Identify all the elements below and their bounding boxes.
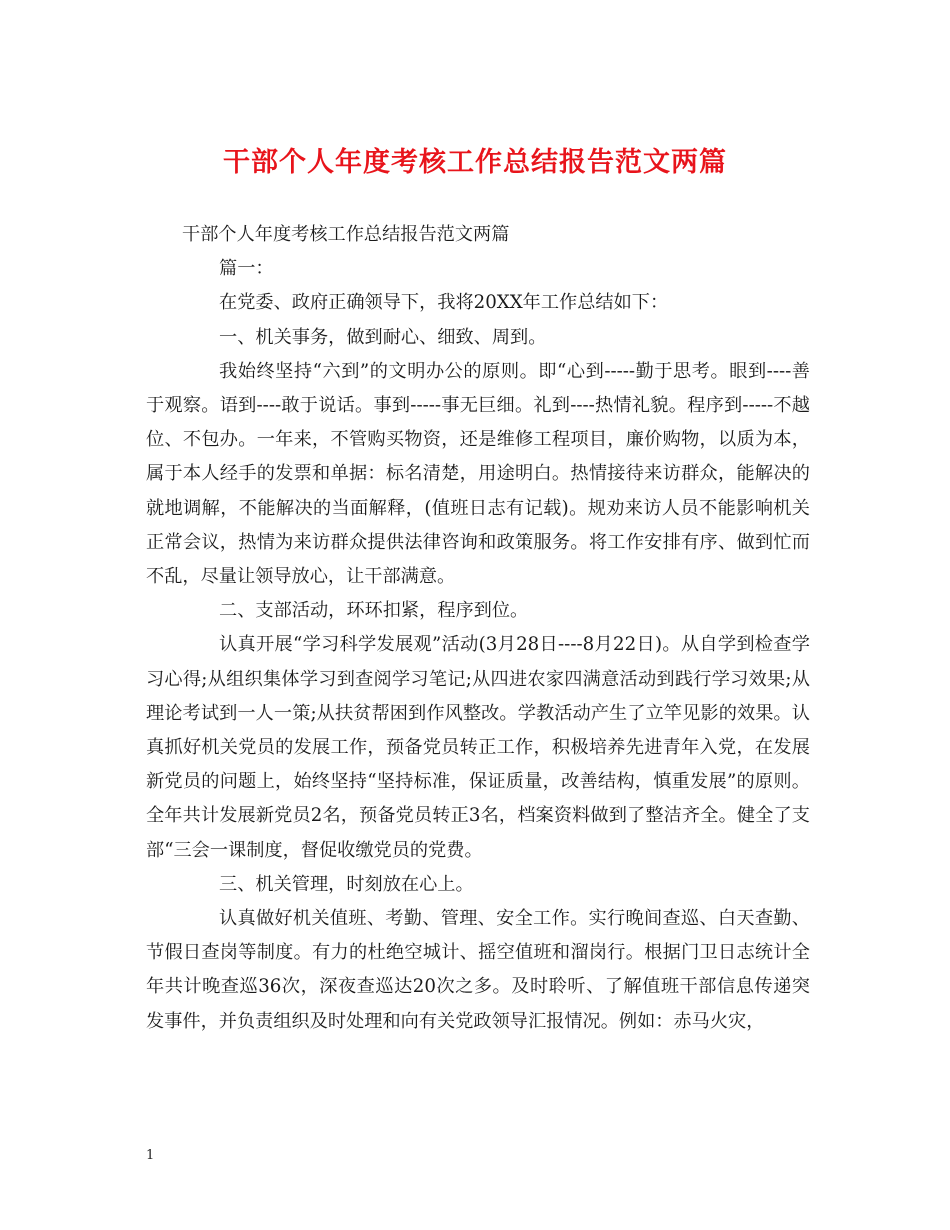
document-title: 干部个人年度考核工作总结报告范文两篇 [223,147,727,178]
body-paragraph-1: 我始终坚持“六到”的文明办公的原则。即“心到-----勤于思考。眼到----善于观察。语到----敢于说话。事到-----事无巨细。礼到----热情礼貌。程序到-----不越位、不包办。一年来，不管购买物资，还是维修工程项目，廉价购物，以质为本，属于本人经手的发票和单据：标名清楚，用途明白。热情接待来访群众，能解决的就地调解，不能解决的当面解释，(值班日志有记载)。规劝来访人员不能影响机关正常会议，热情为来访群众提供法律咨询和政策服务。将工作安排有序、做到忙而不乱，尽量让领导放心，让干部满意。 [146,360,810,588]
heading-1: 一、机关事务，做到耐心、细致、周到。 [219,326,547,348]
body-paragraph-2: 认真开展“学习科学发展观”活动(3月28日----8月22日)。从自学到检查学习心得;从组织集体学习到查阅学习笔记;从四进农家四满意活动到践行学习效果;从理论考试到一人一策;从扶贫帮困到作风整改。学教活动产生了立竿见影的效果。认真抓好机关党员的发展工作，预备党员转正工作，积极培养先进青年入党，在发展新党员的问题上，始终坚持“坚持标准，保证质量，改善结构，慎重发展”的原则。全年共计发展新党员2名，预备党员转正3名，档案资料做到了整洁齐全。健全了支部“三会一课制度，督促收缴党员的党费。 [146,634,810,861]
document-body [146,218,810,1039]
subtitle-paragraph: 干部个人年度考核工作总结报告范文两篇 [182,224,510,245]
page-number: 1 [146,1148,155,1163]
intro-paragraph: 在党委、政府正确领导下，我将20XX年工作总结如下： [219,292,669,314]
section-label: 篇一： [219,258,274,280]
body-paragraph-3: 认真做好机关值班、考勤、管理、安全工作。实行晚间查巡、白天查勤、节假日查岗等制度。有力的杜绝空城计、摇空值班和溜岗行。根据门卫日志统计全年共计晚查巡36次，深夜查巡达20次之多。及时聆听、了解值班干部信息传递突发事件，并负责组织及时处理和向有关党政领导汇报情况。例如：赤马火灾， [146,908,810,1032]
heading-2: 二、支部活动，环环扣紧，程序到位。 [219,600,529,622]
heading-3: 三、机关管理，时刻放在心上。 [219,873,474,895]
